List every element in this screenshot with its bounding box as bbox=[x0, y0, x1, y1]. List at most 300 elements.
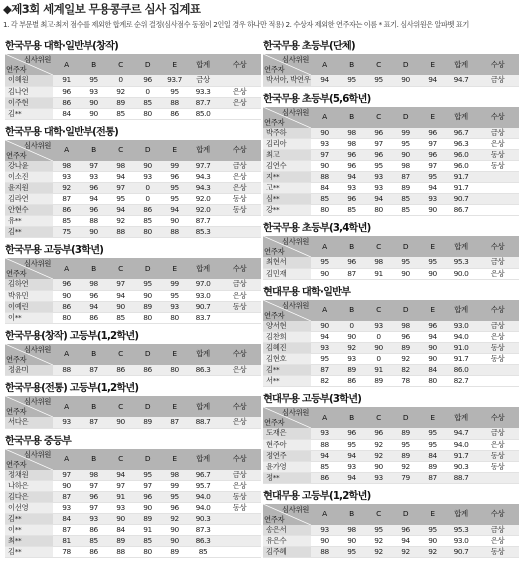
table-row bbox=[5, 194, 261, 205]
award-cell bbox=[476, 472, 519, 483]
section-title: 현대무용 고등부(1,2학년) bbox=[263, 490, 371, 502]
performer-name: 김연수 bbox=[263, 161, 311, 172]
score-cell: 87 bbox=[53, 194, 80, 205]
table-row bbox=[5, 279, 261, 290]
header-judge-performer bbox=[263, 407, 311, 428]
performer-name: 안현수 bbox=[5, 205, 53, 216]
score-cell: 98 bbox=[338, 128, 365, 139]
score-cell: 94 bbox=[338, 172, 365, 183]
score-cell: 80 bbox=[134, 312, 161, 323]
score-cell: 95 bbox=[365, 161, 392, 172]
score-cell: 78 bbox=[392, 376, 419, 387]
performer-name: 이주현 bbox=[5, 97, 53, 108]
performer-name: 고** bbox=[263, 183, 311, 194]
score-cell: 86 bbox=[134, 365, 161, 376]
header-award: 수상 bbox=[218, 54, 261, 75]
score-table bbox=[5, 449, 261, 559]
score-cell: 86 bbox=[107, 365, 134, 376]
header-c: C bbox=[365, 300, 392, 321]
right-column bbox=[263, 40, 519, 563]
section-title: 한국무용 대학·일반부(전통) bbox=[5, 126, 118, 138]
score-cell: 93 bbox=[311, 139, 338, 150]
performer-name: 최** bbox=[5, 536, 53, 547]
header-performer-label: 연주자 bbox=[264, 117, 285, 127]
score-cell: 99 bbox=[161, 161, 188, 172]
score-table bbox=[263, 504, 519, 559]
score-cell: 97.0 bbox=[188, 279, 218, 290]
score-cell: 96.7 bbox=[446, 128, 476, 139]
award-cell: 금상 bbox=[476, 128, 519, 139]
score-cell: 96 bbox=[392, 525, 419, 536]
award-cell bbox=[476, 205, 519, 216]
table-row bbox=[5, 227, 261, 238]
table-row bbox=[5, 547, 261, 558]
score-cell: 94 bbox=[311, 332, 338, 343]
score-cell: 94.0 bbox=[188, 492, 218, 503]
header-total: 합계 bbox=[188, 344, 218, 365]
diagonal-header-cell bbox=[263, 300, 311, 321]
performer-name: 이선영 bbox=[5, 503, 53, 514]
performer-name: 김** bbox=[5, 547, 53, 558]
header-e: E bbox=[419, 504, 446, 525]
score-table bbox=[263, 236, 519, 280]
score-cell: 87 bbox=[80, 365, 107, 376]
header-c: C bbox=[365, 236, 392, 257]
score-cell: 79 bbox=[392, 472, 419, 483]
score-cell: 86 bbox=[161, 108, 188, 119]
award-cell: 은상 bbox=[218, 365, 261, 376]
score-cell: 95.3 bbox=[446, 257, 476, 268]
score-cell: 85 bbox=[338, 205, 365, 216]
table-row bbox=[5, 75, 261, 86]
header-judges-label: 심사위원 bbox=[24, 55, 51, 64]
score-cell: 86 bbox=[53, 97, 80, 108]
score-section bbox=[5, 126, 261, 239]
header-c: C bbox=[107, 54, 134, 75]
header-d: D bbox=[134, 54, 161, 75]
table-row bbox=[263, 128, 519, 139]
header-e: E bbox=[419, 300, 446, 321]
score-cell: 94.7 bbox=[446, 75, 476, 86]
score-cell: 84 bbox=[311, 183, 338, 194]
performer-name: 최고 bbox=[263, 150, 311, 161]
score-cell: 96 bbox=[338, 257, 365, 268]
header-performer-label: 연주자 bbox=[6, 150, 27, 160]
score-cell: 94 bbox=[107, 172, 134, 183]
score-section bbox=[263, 490, 519, 559]
score-cell: 86.0 bbox=[446, 365, 476, 376]
header-b: B bbox=[338, 236, 365, 257]
header-a: A bbox=[53, 396, 80, 417]
score-cell: 94 bbox=[161, 205, 188, 216]
score-cell: 90 bbox=[161, 216, 188, 227]
table-row bbox=[263, 321, 519, 332]
score-cell: 87 bbox=[53, 492, 80, 503]
header-b: B bbox=[338, 107, 365, 128]
header-award: 수상 bbox=[218, 140, 261, 161]
performer-name: 정** bbox=[263, 472, 311, 483]
header-total: 합계 bbox=[188, 258, 218, 279]
score-cell: 95.7 bbox=[188, 481, 218, 492]
header-e: E bbox=[161, 449, 188, 470]
score-cell: 86.7 bbox=[446, 205, 476, 216]
performer-name: 정윤미 bbox=[5, 365, 53, 376]
table-row bbox=[263, 439, 519, 450]
award-cell: 은상 bbox=[218, 290, 261, 301]
header-total: 합계 bbox=[188, 396, 218, 417]
score-cell: 86 bbox=[80, 525, 107, 536]
score-cell: 86 bbox=[80, 547, 107, 558]
score-cell: 98 bbox=[161, 470, 188, 481]
score-cell: 93 bbox=[311, 428, 338, 439]
score-cell: 96 bbox=[392, 332, 419, 343]
score-cell: 85.0 bbox=[188, 108, 218, 119]
score-cell: 83.7 bbox=[188, 312, 218, 323]
score-cell: 88 bbox=[53, 365, 80, 376]
score-cell: 90 bbox=[134, 161, 161, 172]
header-judge-performer bbox=[5, 344, 53, 365]
score-cell: 96 bbox=[80, 205, 107, 216]
score-cell: 89 bbox=[134, 514, 161, 525]
performer-name: 강** bbox=[263, 205, 311, 216]
score-cell: 92 bbox=[392, 354, 419, 365]
performer-name: 송은서 bbox=[263, 525, 311, 536]
header-b: B bbox=[338, 54, 365, 75]
score-cell: 87 bbox=[161, 417, 188, 428]
header-performer-label: 연주자 bbox=[6, 407, 27, 416]
score-cell: 90 bbox=[392, 150, 419, 161]
header-b: B bbox=[338, 300, 365, 321]
table-row bbox=[263, 205, 519, 216]
score-cell: 87 bbox=[392, 172, 419, 183]
score-cell: 97 bbox=[134, 481, 161, 492]
award-cell: 동상 bbox=[218, 492, 261, 503]
table-row bbox=[263, 365, 519, 376]
header-award: 수상 bbox=[476, 300, 519, 321]
header-a: A bbox=[53, 54, 80, 75]
table-row bbox=[5, 301, 261, 312]
score-cell: 82 bbox=[311, 376, 338, 387]
score-cell: 93 bbox=[311, 525, 338, 536]
score-cell: 93.0 bbox=[446, 321, 476, 332]
header-total: 합계 bbox=[446, 407, 476, 428]
score-table bbox=[5, 396, 261, 429]
header-award: 수상 bbox=[218, 258, 261, 279]
score-cell: 90 bbox=[419, 354, 446, 365]
score-cell: 95 bbox=[338, 75, 365, 86]
performer-name: 김** bbox=[5, 227, 53, 238]
score-cell: 97 bbox=[365, 139, 392, 150]
score-table bbox=[263, 107, 519, 217]
table-row bbox=[263, 343, 519, 354]
score-cell: 85.3 bbox=[188, 227, 218, 238]
header-total: 합계 bbox=[446, 504, 476, 525]
header-e: E bbox=[161, 54, 188, 75]
score-cell: 91.7 bbox=[446, 172, 476, 183]
score-cell: 93 bbox=[338, 461, 365, 472]
score-cell: 94.0 bbox=[446, 332, 476, 343]
score-section bbox=[5, 435, 261, 559]
empty-cell bbox=[218, 75, 261, 86]
header-d: D bbox=[134, 258, 161, 279]
score-cell: 96 bbox=[53, 86, 80, 97]
score-cell: 96 bbox=[419, 150, 446, 161]
header-award: 수상 bbox=[476, 54, 519, 75]
table-row bbox=[5, 183, 261, 194]
performer-name: 김** bbox=[263, 365, 311, 376]
table-row bbox=[263, 172, 519, 183]
score-cell: 95 bbox=[134, 470, 161, 481]
award-cell: 은상 bbox=[218, 86, 261, 97]
score-cell: 96 bbox=[338, 194, 365, 205]
score-cell: 89 bbox=[392, 183, 419, 194]
score-cell: 99 bbox=[392, 128, 419, 139]
header-c: C bbox=[107, 258, 134, 279]
score-cell: 85 bbox=[188, 547, 218, 558]
score-cell: 0 bbox=[365, 354, 392, 365]
award-cell: 은상 bbox=[476, 332, 519, 343]
header-c: C bbox=[365, 54, 392, 75]
table-row bbox=[5, 86, 261, 97]
score-cell: 85 bbox=[311, 461, 338, 472]
performer-name: 양서현 bbox=[263, 321, 311, 332]
table-row bbox=[5, 470, 261, 481]
performer-name: 윤가영 bbox=[263, 461, 311, 472]
score-cell: 90.7 bbox=[446, 194, 476, 205]
score-cell: 92 bbox=[392, 461, 419, 472]
score-cell: 89 bbox=[392, 343, 419, 354]
header-row bbox=[263, 407, 519, 428]
score-cell: 87 bbox=[419, 472, 446, 483]
performer-name: 정연주 bbox=[263, 450, 311, 461]
header-row bbox=[263, 107, 519, 128]
header-c: C bbox=[365, 407, 392, 428]
score-cell: 90 bbox=[311, 536, 338, 547]
score-cell: 93 bbox=[80, 514, 107, 525]
header-row bbox=[263, 236, 519, 257]
score-cell: 88 bbox=[161, 227, 188, 238]
header-d: D bbox=[134, 396, 161, 417]
score-cell: 94 bbox=[365, 194, 392, 205]
score-cell: 85 bbox=[392, 205, 419, 216]
score-cell: 94 bbox=[80, 194, 107, 205]
score-cell: 90 bbox=[80, 227, 107, 238]
page-title: ◆제3회 세계일보 무용콩쿠르 심사 집계표 bbox=[3, 2, 201, 16]
score-cell: 0 bbox=[134, 194, 161, 205]
score-cell: 90 bbox=[392, 75, 419, 86]
score-cell: 80 bbox=[134, 547, 161, 558]
score-cell: 94 bbox=[107, 470, 134, 481]
score-cell: 95 bbox=[161, 290, 188, 301]
score-cell: 93 bbox=[53, 172, 80, 183]
score-cell: 88 bbox=[107, 547, 134, 558]
score-cell: 84 bbox=[107, 525, 134, 536]
performer-name: 이** bbox=[5, 525, 53, 536]
header-d: D bbox=[392, 300, 419, 321]
score-cell: 88.7 bbox=[188, 417, 218, 428]
score-section bbox=[263, 222, 519, 280]
score-cell: 90 bbox=[161, 536, 188, 547]
diagonal-header-cell bbox=[5, 449, 53, 470]
table-row bbox=[5, 536, 261, 547]
performer-name: 이** bbox=[5, 312, 53, 323]
performer-name: 이소진 bbox=[5, 172, 53, 183]
section-title: 한국무용(전통) 고등부(1,2학년) bbox=[5, 383, 139, 394]
score-cell: 94 bbox=[107, 290, 134, 301]
score-cell: 87 bbox=[338, 268, 365, 279]
score-section bbox=[5, 382, 261, 429]
score-cell: 94 bbox=[311, 75, 338, 86]
award-cell bbox=[218, 514, 261, 525]
score-cell: 97 bbox=[107, 279, 134, 290]
score-cell: 96 bbox=[80, 290, 107, 301]
award-cell: 동상 bbox=[476, 161, 519, 172]
diagonal-header-cell bbox=[5, 54, 53, 75]
table-row bbox=[263, 183, 519, 194]
header-d: D bbox=[134, 344, 161, 365]
section-title: 현대무용 대학·일반부 bbox=[263, 286, 351, 298]
score-cell: 88 bbox=[311, 172, 338, 183]
header-b: B bbox=[80, 258, 107, 279]
award-cell: 은상 bbox=[218, 417, 261, 428]
performer-name: 심** bbox=[263, 194, 311, 205]
score-cell: 90 bbox=[419, 343, 446, 354]
table-row bbox=[263, 332, 519, 343]
header-e: E bbox=[419, 236, 446, 257]
table-row bbox=[263, 461, 519, 472]
award-cell bbox=[218, 536, 261, 547]
score-cell: 90 bbox=[311, 268, 338, 279]
table-row bbox=[5, 97, 261, 108]
table-row bbox=[263, 450, 519, 461]
award-cell: 금상 bbox=[218, 470, 261, 481]
score-cell: 96 bbox=[365, 428, 392, 439]
header-award: 수상 bbox=[218, 449, 261, 470]
score-cell: 90 bbox=[365, 343, 392, 354]
header-b: B bbox=[80, 140, 107, 161]
header-d: D bbox=[392, 236, 419, 257]
header-judge-performer bbox=[263, 504, 311, 525]
score-cell: 96 bbox=[80, 183, 107, 194]
header-judges-label: 심사위원 bbox=[24, 259, 51, 268]
score-cell: 94 bbox=[419, 75, 446, 86]
score-cell: 93 bbox=[53, 503, 80, 514]
score-cell: 95 bbox=[107, 194, 134, 205]
score-cell: 88 bbox=[107, 227, 134, 238]
header-row bbox=[263, 54, 519, 75]
header-row bbox=[5, 54, 261, 75]
section-title: 한국무용 중등부 bbox=[5, 435, 72, 447]
diagonal-header-cell bbox=[5, 396, 53, 417]
table-row bbox=[5, 312, 261, 323]
score-cell: 97.7 bbox=[188, 161, 218, 172]
score-cell: 85 bbox=[107, 312, 134, 323]
score-cell: 82 bbox=[392, 365, 419, 376]
header-judges-label: 심사위원 bbox=[282, 55, 309, 64]
header-performer-label: 연주자 bbox=[264, 65, 285, 74]
score-cell: 86 bbox=[134, 205, 161, 216]
score-cell: 0 bbox=[134, 183, 161, 194]
table-row bbox=[263, 139, 519, 150]
score-section bbox=[263, 93, 519, 217]
performer-name: 김민재 bbox=[263, 268, 311, 279]
score-cell: 94 bbox=[392, 536, 419, 547]
section-title: 현대무용 고등부(3학년) bbox=[263, 394, 362, 405]
score-cell: 92 bbox=[365, 450, 392, 461]
score-cell: 96 bbox=[80, 492, 107, 503]
performer-name: 김현호 bbox=[263, 354, 311, 365]
table-row bbox=[5, 108, 261, 119]
header-a: A bbox=[311, 107, 338, 128]
header-c: C bbox=[365, 107, 392, 128]
header-row bbox=[263, 300, 519, 321]
performer-name: 최현서 bbox=[263, 257, 311, 268]
score-cell: 90 bbox=[419, 536, 446, 547]
table-row bbox=[5, 417, 261, 428]
header-d: D bbox=[392, 107, 419, 128]
score-cell: 91 bbox=[107, 492, 134, 503]
header-b: B bbox=[338, 407, 365, 428]
score-cell: 90 bbox=[107, 514, 134, 525]
score-cell: 90 bbox=[365, 461, 392, 472]
score-cell: 75 bbox=[53, 227, 80, 238]
header-b: B bbox=[80, 54, 107, 75]
header-a: A bbox=[311, 407, 338, 428]
table-row bbox=[263, 525, 519, 536]
score-cell: 90 bbox=[419, 268, 446, 279]
header-judges-label: 심사위원 bbox=[24, 397, 51, 406]
diagonal-header-cell bbox=[263, 236, 311, 257]
score-cell: 86 bbox=[53, 205, 80, 216]
score-cell: 96 bbox=[161, 172, 188, 183]
score-table bbox=[5, 140, 261, 239]
score-cell: 94.0 bbox=[446, 439, 476, 450]
score-cell: 96 bbox=[53, 279, 80, 290]
award-cell bbox=[476, 183, 519, 194]
table-row bbox=[5, 216, 261, 227]
award-cell bbox=[476, 172, 519, 183]
header-d: D bbox=[134, 140, 161, 161]
score-cell: 97 bbox=[80, 481, 107, 492]
score-table bbox=[5, 258, 261, 324]
score-cell: 94 bbox=[107, 205, 134, 216]
award-cell bbox=[476, 365, 519, 376]
score-cell: 93 bbox=[134, 172, 161, 183]
score-cell: 92 bbox=[107, 216, 134, 227]
performer-name: 강나윤 bbox=[5, 161, 53, 172]
performer-name: 김리아 bbox=[263, 139, 311, 150]
score-cell: 93.0 bbox=[446, 536, 476, 547]
award-cell: 은상 bbox=[218, 481, 261, 492]
score-cell: 84 bbox=[53, 108, 80, 119]
score-cell: 85 bbox=[134, 536, 161, 547]
score-section bbox=[5, 244, 261, 324]
score-cell: 93 bbox=[338, 354, 365, 365]
performer-name: 김다은 bbox=[5, 492, 53, 503]
performer-name: 김** bbox=[5, 108, 53, 119]
header-judge-performer bbox=[263, 300, 311, 321]
score-cell: 96 bbox=[134, 75, 161, 86]
score-cell: 91.0 bbox=[446, 343, 476, 354]
header-row bbox=[5, 396, 261, 417]
score-cell: 96 bbox=[134, 492, 161, 503]
header-row bbox=[5, 449, 261, 470]
diagonal-header-cell bbox=[5, 344, 53, 365]
award-cell: 은상 bbox=[476, 536, 519, 547]
score-cell: 86 bbox=[80, 312, 107, 323]
score-cell: 88 bbox=[161, 97, 188, 108]
score-cell: 95 bbox=[134, 279, 161, 290]
